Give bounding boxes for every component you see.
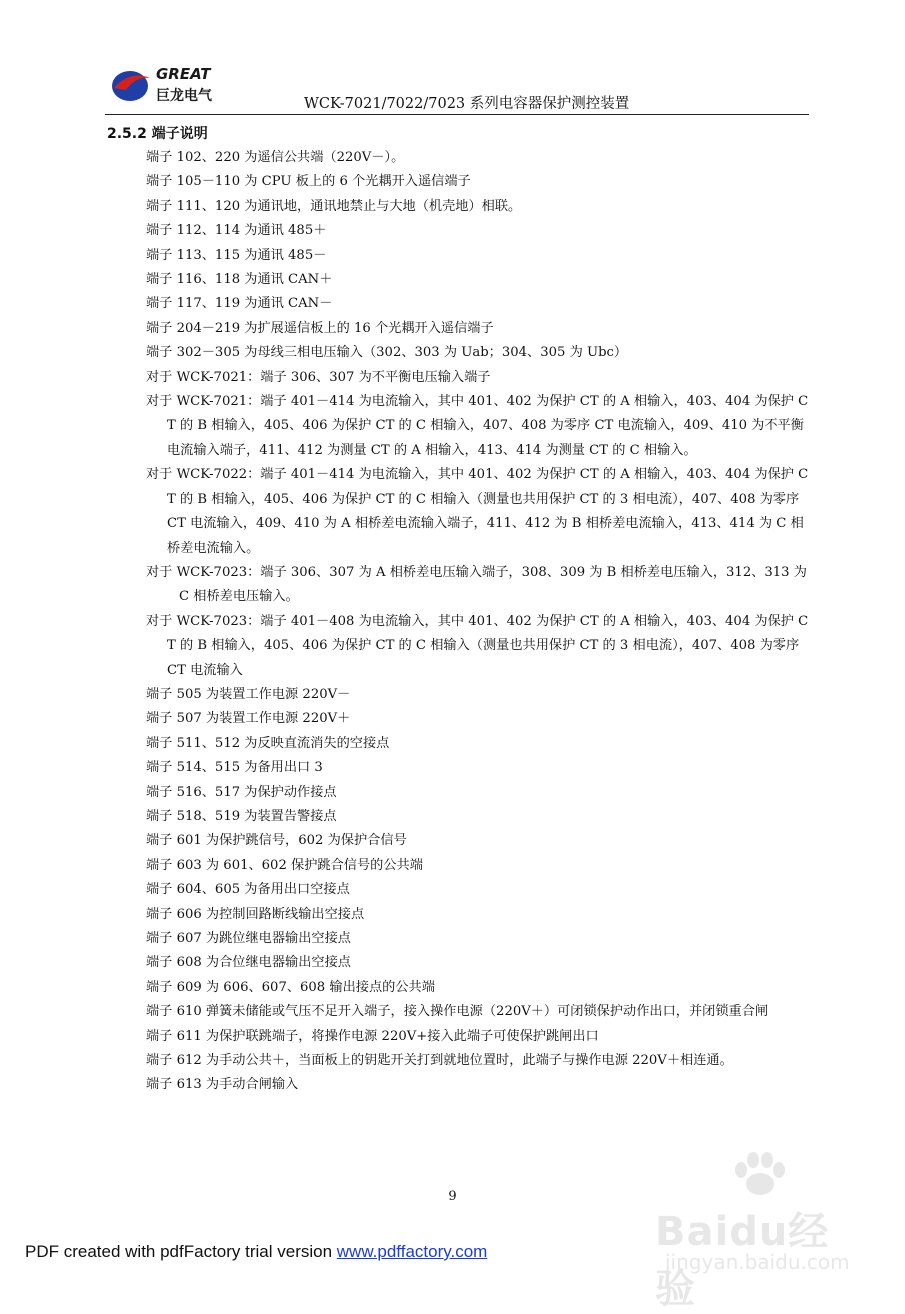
list-item: 对于 WCK-7021：端子 401－414 为电流输入，其中 401、402 为保护 CT 的 A 相输入，403、404 为保护 CT 的 B 相输入，405、406 为保护 CT 的 C 相输入，407、408 为零序 CT 电流输入，409、410 为不平衡电流输入端子，411、412 为测量 CT 的 A 相输入，413、414 为测量 CT 的 C 相输入。 — [146, 394, 809, 458]
paw-icon — [725, 1150, 795, 1200]
logo-text-en: GREAT — [156, 65, 211, 83]
list-item: 端子 601 为保护跳信号，602 为保护合信号 — [146, 833, 407, 849]
list-item: 端子 606 为控制回路断线输出空接点 — [146, 906, 365, 922]
list-item: 端子 516、517 为保护动作接点 — [146, 784, 337, 800]
list-item: 端子 507 为装置工作电源 220V＋ — [146, 711, 351, 727]
list-item: 端子 505 为装置工作电源 220V－ — [146, 686, 351, 702]
section-heading: 2.5.2 端子说明 — [107, 126, 208, 142]
list-item: 端子 611 为保护联跳端子，将操作电源 220V+接入此端子可使保护跳闸出口 — [146, 1028, 599, 1044]
list-item: 对于 WCK-7021：端子 306、307 为不平衡电压输入端子 — [146, 369, 491, 385]
page-number: 9 — [448, 1189, 457, 1204]
list-item: 端子 204－219 为扩展遥信板上的 16 个光耦开入遥信端子 — [146, 320, 494, 336]
list-item: 端子 511、512 为反映直流消失的空接点 — [146, 735, 390, 751]
list-item: 端子 113、115 为通讯 485－ — [146, 247, 327, 263]
list-item: 端子 609 为 606、607、608 输出接点的公共端 — [146, 979, 435, 995]
list-item: 端子 112、114 为通讯 485＋ — [146, 223, 327, 239]
pdf-footer — [25, 1242, 487, 1262]
header-divider — [105, 114, 809, 115]
logo-text-cn: 巨龙电气 — [156, 88, 212, 104]
list-item: 端子 610 弹簧未储能或气压不足开入端子，接入操作电源（220V＋）可闭锁保护动作出口，并闭锁重合闸 — [146, 1004, 769, 1020]
watermark-text: Baidu经验 — [655, 1209, 830, 1312]
company-logo — [106, 62, 240, 106]
list-item: 对于 WCK-7023：端子 306、307 为 A 相桥差电压输入端子，308、309 为 B 相桥差电压输入，312、313 为 C 相桥差电压输入。 — [146, 564, 807, 605]
list-item: 端子 102、220 为遥信公共端（220V－）。 — [146, 150, 405, 165]
list-item: 端子 612 为手动公共＋，当面板上的钥匙开关打到就地位置时，此端子与操作电源 220V＋相连通。 — [146, 1053, 733, 1069]
page-header — [0, 0, 905, 120]
list-item: 端子 603 为 601、602 保护跳合信号的公共端 — [146, 857, 423, 873]
list-item: 端子 514、515 为备用出口 3 — [146, 760, 323, 776]
list-item: 端子 105－110 为 CPU 板上的 6 个光耦开入遥信端子 — [146, 174, 471, 190]
pdffactory-link[interactable]: www.pdffactory.com — [336, 1242, 488, 1261]
list-item: 端子 116、118 为通讯 CAN＋ — [146, 272, 333, 288]
list-item: 对于 WCK-7023：端子 401－408 为电流输入，其中 401、402 为保护 CT 的 A 相输入，403、404 为保护 CT 的 B 相输入，405、406 为保护 CT 的 C 相输入（测量也共用保护 CT 的 3 相电流），407、408 为零序 CT 电流输入 — [146, 613, 809, 678]
footer-prefix: PDF created with pdfFactory trial version — [25, 1242, 337, 1261]
terminal-description-list — [146, 146, 810, 1098]
list-item: 端子 302－305 为母线三相电压输入（302、303 为 Uab；304、305 为 Ubc） — [146, 345, 628, 361]
list-item: 端子 613 为手动合闸输入 — [146, 1077, 299, 1093]
list-item: 端子 117、119 为通讯 CAN－ — [146, 296, 333, 312]
watermark-url: jingyan.baidu.com — [665, 1250, 850, 1274]
list-item: 端子 518、519 为装置告警接点 — [146, 808, 337, 824]
list-item: 端子 608 为合位继电器输出空接点 — [146, 955, 351, 971]
list-item: 对于 WCK-7022：端子 401－414 为电流输入，其中 401、402 为保护 CT 的 A 相输入，403、404 为保护 CT 的 B 相输入，405、406 为保护 CT 的 C 相输入（测量也共用保护 CT 的 3 相电流），407、408 为零序 CT 电流输入，409、410 为 A 相桥差电流输入端子，411、412 为 B 相桥差电流输入，413、414 为 C 相桥差电流输入。 — [146, 467, 809, 556]
list-item: 端子 111、120 为通讯地，通讯地禁止与大地（机壳地）相联。 — [146, 198, 522, 214]
document-title: WCK-7021/7022/7023 系列电容器保护测控装置 — [304, 96, 630, 112]
list-item: 端子 607 为跳位继电器输出空接点 — [146, 931, 351, 946]
list-item: 端子 604、605 为备用出口空接点 — [146, 882, 350, 898]
baidu-watermark — [655, 1150, 865, 1312]
